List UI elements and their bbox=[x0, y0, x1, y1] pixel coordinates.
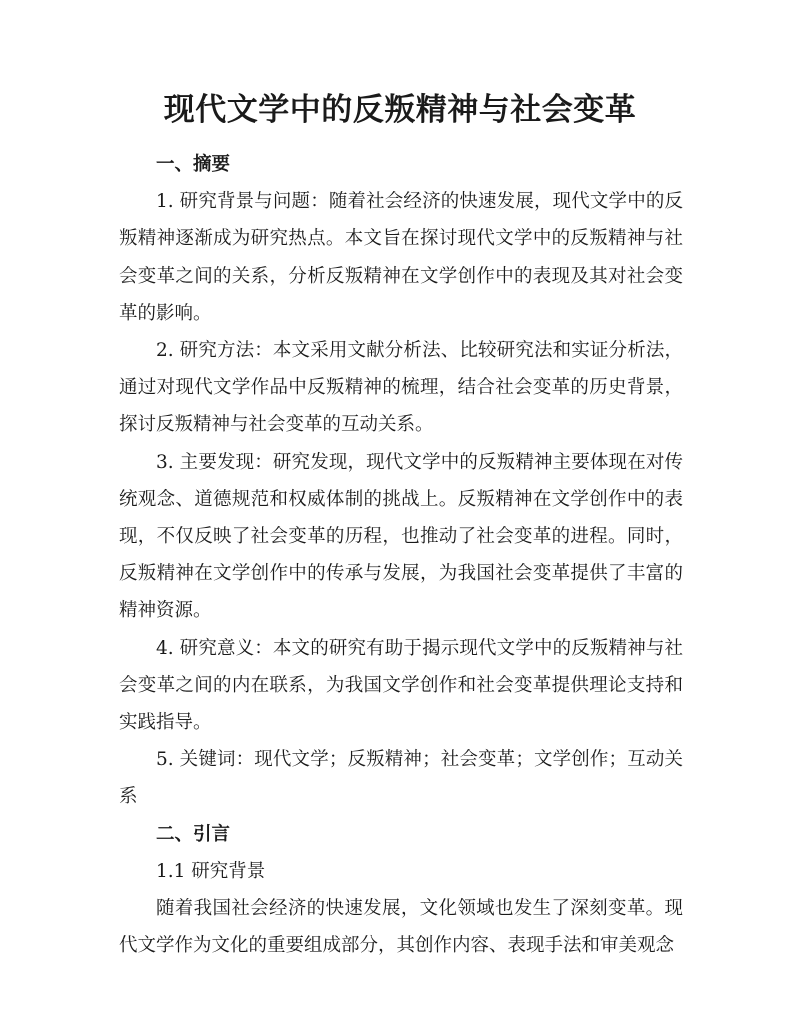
abstract-item-background: 1. 研究背景与问题：随着社会经济的快速发展，现代文学中的反叛精神逐渐成为研究热点。本文旨在探讨现代文学中的反叛精神与社会变革之间的关系，分析反叛精神在文学创作中的表现及其对社会变革的影响。 bbox=[119, 191, 683, 324]
introduction-paragraph: 随着我国社会经济的快速发展，文化领域也发生了深刻变革。现代文学作为文化的重要组成部分，其创作内容、表现手法和审美观念 bbox=[119, 898, 683, 957]
abstract-item-keywords: 5. 关键词：现代文学；反叛精神；社会变革；文学创作；互动关系 bbox=[119, 749, 683, 808]
document-body bbox=[119, 146, 683, 964]
abstract-item-significance: 4. 研究意义：本文的研究有助于揭示现代文学中的反叛精神与社会变革之间的内在联系，为我国文学创作和社会变革提供理论支持和实践指导。 bbox=[119, 637, 683, 734]
abstract-item-method: 2. 研究方法：本文采用文献分析法、比较研究法和实证分析法，通过对现代文学作品中反叛精神的梳理，结合社会变革的历史背景，探讨反叛精神与社会变革的互动关系。 bbox=[119, 340, 683, 436]
abstract-item-findings: 3. 主要发现：研究发现，现代文学中的反叛精神主要体现在对传统观念、道德规范和权威体制的挑战上。反叛精神在文学创作中的表现，不仅反映了社会变革的历程，也推动了社会变革的进程。同时，反叛精神在文学创作中的传承与发展，为我国社会变革提供了丰富的精神资源。 bbox=[119, 451, 683, 622]
introduction-heading: 二、引言 bbox=[156, 823, 231, 845]
abstract-heading: 一、摘要 bbox=[156, 154, 231, 175]
document-title: 现代文学中的反叛精神与社会变革 bbox=[163, 92, 637, 128]
research-background-subheading: 1.1 研究背景 bbox=[156, 860, 266, 882]
